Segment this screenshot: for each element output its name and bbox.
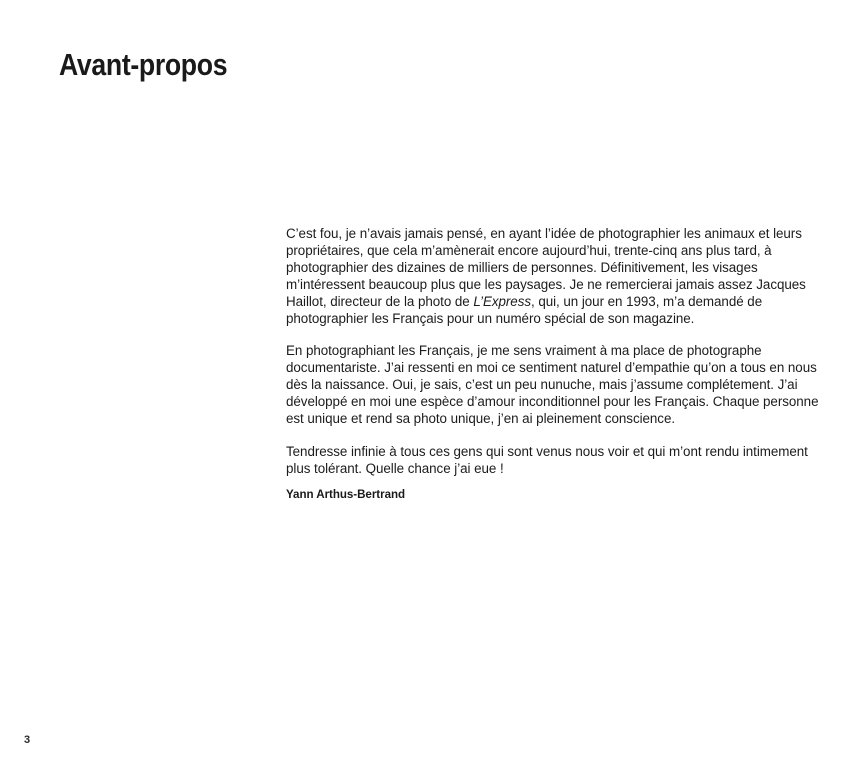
italic-publication-name: L’Express bbox=[473, 293, 531, 309]
paragraph-1: C’est fou, je n’avais jamais pensé, en ayant l’idée de photographier les animaux et leurs propriétaires, que cela m’amènerait encore aujourd’hui, trente-cinq ans plus tard, à photographier des dizaines de milliers de personnes. Définitivement, les visages m’intéressent beaucoup plus que les paysages. Je ne remercierai jamais assez Jacques Haillot, directeur de la photo de L’Express, qui, un jour en 1993, m’a demandé de photographier les Français pour un numéro spécial de son magazine. bbox=[286, 226, 806, 326]
paragraph-2: En photographiant les Français, je me sens vraiment à ma place de photographe documentariste. J’ai ressenti en moi ce sentiment naturel d’empathie qu’on a tous en nous dès la naissance. Oui, je sais, c’est un peu nunuche, mais j’assume complétement. J’ai développé en moi une espèce d’amour inconditionnel pour les Français. Chaque personne est unique et rend sa photo unique, j’en ai pleinement conscience. bbox=[286, 343, 819, 427]
author-signature: Yann Arthus-Bertrand bbox=[286, 488, 406, 501]
foreword-text-column bbox=[286, 226, 834, 478]
page-number: 3 bbox=[24, 734, 31, 746]
page-title: Avant-propos bbox=[59, 46, 228, 82]
paragraph-3: Tendresse infinie à tous ces gens qui sont venus nous voir et qui m’ont rendu intimement plus tolérant. Quelle chance j’ai eue ! bbox=[286, 443, 808, 476]
